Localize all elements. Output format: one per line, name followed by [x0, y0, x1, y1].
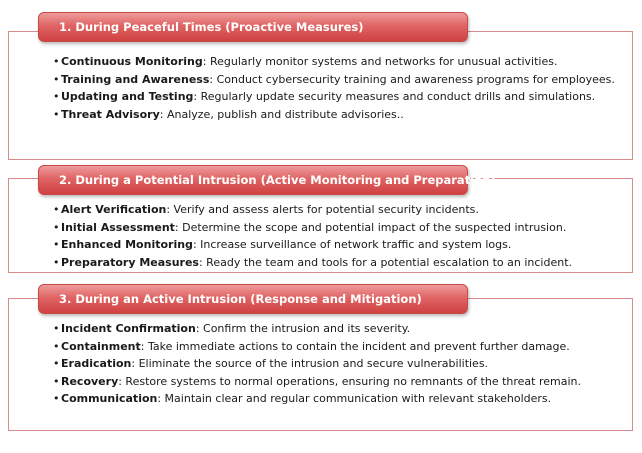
list-item: • Incident Confirmation: Confirm the intrusion and its severity.: [53, 322, 411, 335]
item-term: Continuous Monitoring: [61, 55, 203, 68]
item-term: Containment: [61, 339, 141, 353]
list-item: • Initial Assessment: Determine the scope and potential impact of the suspected intrusion.: [53, 220, 567, 234]
item-text: : Take immediate actions to contain the incident and prevent further damage.: [140, 339, 570, 353]
item-text: : Conduct cybersecurity training and awareness programs for employees.: [209, 72, 615, 86]
list-item: • Training and Awareness: Conduct cybersecurity training and awareness programs for employees.: [53, 72, 615, 86]
list-item: • Threat Advisory: Analyze, publish and distribute advisories..: [53, 107, 404, 121]
section-header: 2. During a Potential Intrusion (Active Monitoring and Preparation): [38, 165, 468, 195]
item-term: Incident Confirmation: [61, 322, 196, 335]
item-text: : Increase surveillance of network traffic and system logs.: [192, 238, 512, 251]
item-text: : Analyze, publish and distribute advisories..: [159, 107, 404, 121]
item-term: Recovery: [61, 374, 119, 388]
list-item: • Recovery: Restore systems to normal operations, ensuring no remnants of the threat remain.: [53, 374, 582, 388]
list-item: • Continuous Monitoring: Regularly monitor systems and networks for unusual activities.: [53, 55, 558, 68]
item-text: : Regularly monitor systems and networks for unusual activities.: [202, 55, 558, 68]
item-list: [53, 55, 622, 125]
item-term: Preparatory Measures: [61, 255, 199, 269]
list-item: • Updating and Testing: Regularly update security measures and conduct drills and simulations.: [53, 90, 596, 103]
item-term: Initial Assessment: [61, 220, 175, 234]
item-text: : Verify and assess alerts for potential security incidents.: [166, 203, 479, 216]
item-term: Training and Awareness: [61, 72, 210, 86]
item-term: Alert Verification: [61, 203, 167, 216]
item-term: Threat Advisory: [61, 107, 160, 121]
item-term: Eradication: [61, 357, 132, 370]
item-list: [53, 322, 622, 410]
item-list: [53, 203, 622, 273]
item-term: Enhanced Monitoring: [61, 238, 193, 251]
item-text: : Maintain clear and regular communication with relevant stakeholders.: [157, 392, 552, 405]
list-item: • Preparatory Measures: Ready the team and tools for a potential escalation to an incident.: [53, 255, 573, 269]
item-term: Updating and Testing: [61, 90, 194, 103]
item-term: Communication: [61, 392, 158, 405]
item-text: : Ready the team and tools for a potential escalation to an incident.: [198, 255, 573, 269]
section-header: 1. During Peaceful Times (Proactive Measures): [38, 12, 468, 42]
item-text: : Eliminate the source of the intrusion and secure vulnerabilities.: [131, 357, 489, 370]
item-text: : Restore systems to normal operations, ensuring no remnants of the threat remain.: [118, 374, 582, 388]
item-text: : Determine the scope and potential impact of the suspected intrusion.: [174, 220, 567, 234]
section-header: 3. During an Active Intrusion (Response and Mitigation): [38, 284, 468, 314]
list-item: • Communication: Maintain clear and regular communication with relevant stakeholders.: [53, 392, 552, 405]
list-item: • Alert Verification: Verify and assess alerts for potential security incidents.: [53, 203, 479, 216]
list-item: • Enhanced Monitoring: Increase surveillance of network traffic and system logs.: [53, 238, 512, 251]
item-text: : Confirm the intrusion and its severity.: [195, 322, 411, 335]
item-text: : Regularly update security measures and conduct drills and simulations.: [193, 90, 596, 103]
list-item: • Containment: Take immediate actions to contain the incident and prevent further damage.: [53, 339, 570, 353]
list-item: • Eradication: Eliminate the source of the intrusion and secure vulnerabilities.: [53, 357, 489, 370]
